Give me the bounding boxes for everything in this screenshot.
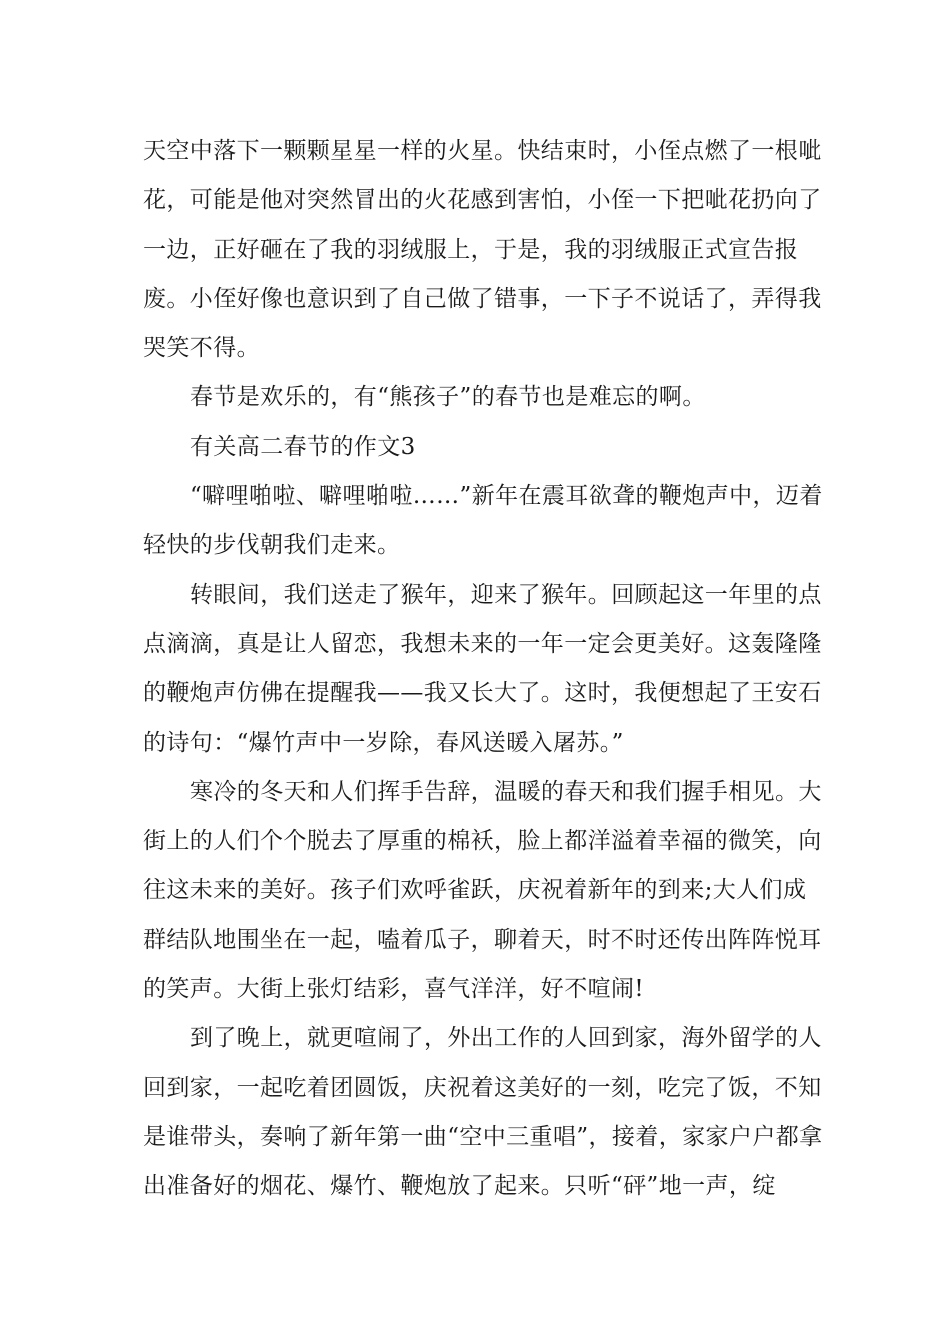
- paragraph-6: 到了晚上，就更喧闹了，外出工作的人回到家，海外留学的人回到家，一起吃着团圆饭，庆祝着这美好的一刻，吃完了饭，不知是谁带头，奏响了新年第一曲“空中三重唱”，接着，家家户户都拿出准备好的烟花、爆竹、鞭炮放了起来。只听“砰”地一声，绽: [143, 1025, 823, 1200]
- section-title: 有关高二春节的作文3: [190, 433, 416, 460]
- paragraph-4: 转眼间，我们送走了猴年，迎来了猴年。回顾起这一年里的点点滴滴，真是让人留恋，我想未来的一年一定会更美好。这轰隆隆的鞭炮声仿佛在提醒我——我又长大了。这时，我便想起了王安石的诗句：“爆竹声中一岁除，春风送暖入屠苏。”: [143, 581, 822, 756]
- paragraph-3: “噼哩啪啦、噼哩啪啦……”新年在震耳欲聋的鞭炮声中，迈着轻快的步伐朝我们走来。: [143, 483, 823, 559]
- paragraph-2: 春节是欢乐的，有“熊孩子”的春节也是难忘的啊。: [190, 384, 706, 411]
- paragraph-1: 天空中落下一颗颗星星一样的火星。快结束时，小侄点燃了一根呲花，可能是他对突然冒出的火花感到害怕，小侄一下把呲花扔向了一边，正好砸在了我的羽绒服上，于是，我的羽绒服正式宣告报废。小侄好像也意识到了自己做了错事，一下子不说话了，弄得我哭笑不得。: [143, 138, 822, 362]
- document-body: [143, 127, 823, 1212]
- paragraph-5: 寒冷的冬天和人们挥手告辞，温暖的春天和我们握手相见。大街上的人们个个脱去了厚重的棉袄，脸上都洋溢着幸福的微笑，向往这未来的美好。孩子们欢呼雀跃，庆祝着新年的到来;大人们成群结队地围坐在一起，嗑着瓜子，聊着天，时不时还传出阵阵悦耳的笑声。大街上张灯结彩，喜气洋洋，好不喧闹!: [143, 778, 822, 1003]
